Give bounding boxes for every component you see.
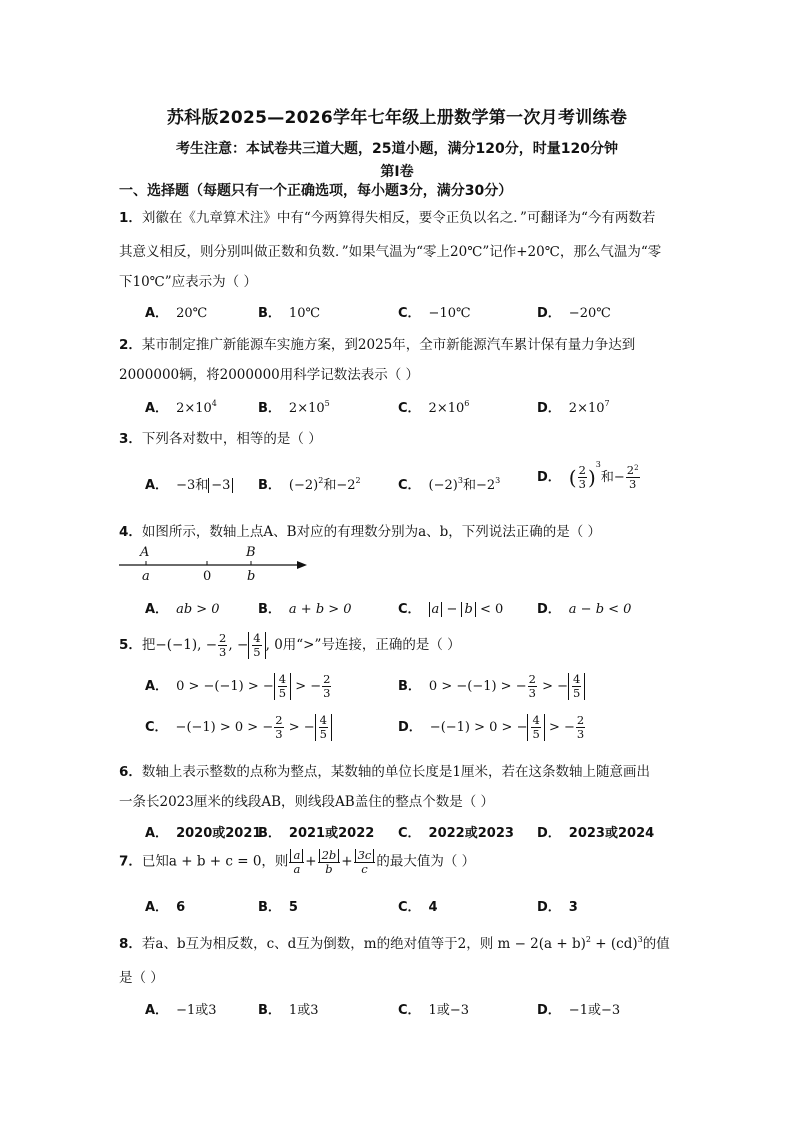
q5-option-a <box>145 673 332 700</box>
q4-number: 4． <box>119 524 142 540</box>
numerator <box>318 848 341 863</box>
q2-option-a <box>145 397 217 416</box>
q4-option-b <box>258 598 352 617</box>
axis-arrow <box>297 561 307 569</box>
q4-option-c <box>398 598 503 617</box>
option-text: −3和 <box>176 478 209 493</box>
exponent: 2 <box>355 476 361 485</box>
abs-value: a <box>429 602 443 617</box>
option-text: 5 <box>288 900 298 915</box>
option-label: A． <box>145 602 169 617</box>
q6-line-2: 一条长2023厘米的线段AB，则线段AB盖住的整点个数是（ ） <box>119 794 494 810</box>
denominator: 5 <box>319 727 327 741</box>
q2-option-d <box>537 397 610 416</box>
denominator: 5 <box>278 686 287 700</box>
q8-line-1 <box>119 932 670 952</box>
option-label: C． <box>398 1003 421 1018</box>
option-label: B． <box>258 602 281 617</box>
fraction <box>218 632 227 659</box>
fraction <box>578 464 587 491</box>
q3-number: 3． <box>119 431 142 447</box>
option-text: ab > 0 <box>176 602 220 617</box>
plus-sign: + <box>341 853 353 870</box>
numerator: 4 <box>319 713 327 727</box>
q8-text: 的值 <box>642 936 670 952</box>
denominator: 5 <box>532 727 540 741</box>
abs-value <box>274 673 291 700</box>
abs-value <box>248 632 265 659</box>
q5-option-d <box>398 714 586 741</box>
option-exponent: 5 <box>324 399 330 408</box>
option-label: D． <box>537 826 561 841</box>
option-text: −(−1) > 0 > − <box>429 720 528 735</box>
q2-number: 2． <box>119 337 142 353</box>
option-label: D． <box>537 1003 561 1018</box>
q3-stem: 下列各对数中，相等的是（ ） <box>141 431 322 447</box>
option-text: > − <box>284 720 315 735</box>
q8-option-a <box>145 999 217 1018</box>
option-text: 10℃ <box>288 306 321 321</box>
abs-value <box>568 673 585 700</box>
option-label: B． <box>258 478 281 493</box>
q5-number: 5． <box>119 637 142 653</box>
option-exponent: 4 <box>211 399 217 408</box>
exponent: 2 <box>585 935 591 944</box>
option-label: A． <box>145 900 169 915</box>
q1-option-a <box>145 302 207 321</box>
option-label: C． <box>398 401 421 416</box>
option-label: A． <box>145 826 169 841</box>
section-heading: 一、选择题（每题只有一个正确选项，每小题3分，满分30分） <box>119 183 513 199</box>
q6-number: 6． <box>119 764 142 780</box>
q7-option-d <box>537 896 578 915</box>
q6-option-d <box>537 822 654 841</box>
numerator: 4 <box>253 631 261 645</box>
q1-line-1 <box>119 206 655 226</box>
abs-value: a <box>290 849 303 862</box>
exponent: 3 <box>595 460 601 469</box>
fraction <box>354 848 376 876</box>
q3-option-d <box>537 460 641 491</box>
option-label: B． <box>398 679 421 694</box>
denominator: 3 <box>578 477 586 491</box>
q1-text-1: 刘徽在《九章算术注》中有“今两算得失相反，要令正负以名之．”可翻译为“今有两数若 <box>141 210 656 226</box>
option-label: C． <box>145 720 168 735</box>
value-label-a: a <box>142 569 150 584</box>
denominator: 3 <box>323 686 331 700</box>
q4-line-1 <box>119 520 601 540</box>
number-line-diagram <box>115 542 315 586</box>
option-label: B． <box>258 401 281 416</box>
option-text: − <box>442 602 462 617</box>
exponent: 3 <box>495 476 501 485</box>
exam-title: 苏科版2025—2026学年七年级上册数学第一次月考训练卷 <box>166 108 628 128</box>
q5-line-1 <box>119 632 461 659</box>
point-label-B: B <box>246 545 256 560</box>
q5-option-b <box>398 673 585 700</box>
option-label: B． <box>258 306 281 321</box>
abs-value <box>527 714 544 741</box>
exponent: 2 <box>634 464 639 472</box>
volume-heading: 第Ⅰ卷 <box>380 164 414 180</box>
option-base: 2×10 <box>176 401 212 416</box>
q1-line-3: 下10℃”应表示为（ ） <box>119 274 257 290</box>
denominator: 5 <box>573 686 581 700</box>
fraction <box>318 848 341 876</box>
q4-option-a <box>145 598 220 617</box>
q5-text: 把−(−1), − <box>141 637 218 653</box>
fraction <box>322 673 331 700</box>
option-label: D． <box>537 470 561 485</box>
q8-option-d <box>537 999 620 1018</box>
numerator: 4 <box>532 713 540 727</box>
denominator: b <box>325 861 333 876</box>
option-text: −20℃ <box>568 306 611 321</box>
q5-text: , − <box>228 637 249 653</box>
option-text: 0 > −(−1) > − <box>176 679 274 694</box>
abs-value: −3 <box>208 478 233 493</box>
option-text: −1或3 <box>176 1003 217 1018</box>
q8-option-c <box>398 999 469 1018</box>
right-paren: ) <box>587 465 596 490</box>
abs-value: b <box>461 602 475 617</box>
option-base: 2×10 <box>288 401 325 416</box>
denominator: 3 <box>275 727 283 741</box>
q4-stem: 如图所示，数轴上点A、B对应的有理数分别为a、b，下列说法正确的是（ ） <box>141 524 602 540</box>
q7-text: 已知a + b + c = 0，则 <box>141 853 289 870</box>
numerator <box>626 464 640 478</box>
q1-option-c <box>398 302 471 321</box>
option-text: < 0 <box>475 602 504 617</box>
numerator: 2 <box>275 713 283 727</box>
point-label-A: A <box>140 545 150 560</box>
option-text: a − b < 0 <box>568 602 632 617</box>
q7-option-b <box>258 896 298 915</box>
numerator <box>354 848 376 863</box>
option-text: > − <box>291 679 322 694</box>
option-label: C． <box>398 602 421 617</box>
option-text: 2021或2022 <box>288 826 375 841</box>
q8-option-b <box>258 999 318 1018</box>
numerator: 2 <box>219 631 227 645</box>
denominator: 3 <box>628 477 637 491</box>
option-text: 2023或2024 <box>568 826 655 841</box>
option-label: C． <box>398 900 421 915</box>
option-label: B． <box>258 900 281 915</box>
q2-option-c <box>398 397 469 416</box>
q6-line-1 <box>119 760 650 780</box>
option-label: C． <box>398 306 421 321</box>
numerator-base: 2 <box>626 463 635 477</box>
option-label: D． <box>537 602 561 617</box>
option-label: A． <box>145 679 169 694</box>
option-label: D． <box>537 401 561 416</box>
q5-option-c <box>145 714 332 741</box>
q7-option-a <box>145 896 185 915</box>
q1-line-2: 其意义相反，则分别叫做正数和负数．”如果气温为“零上20℃”记作+20℃，那么气温为“零 <box>119 244 662 260</box>
option-text: 20℃ <box>176 306 208 321</box>
option-text: −10℃ <box>428 306 471 321</box>
q8-text: + (cd) <box>590 936 638 952</box>
numerator: 2 <box>528 672 536 686</box>
option-text: 和−2 <box>323 478 356 493</box>
fraction <box>289 848 304 876</box>
fraction <box>252 632 261 659</box>
exponent: 3 <box>457 476 463 485</box>
option-text: > − <box>537 679 568 694</box>
option-base: 2×10 <box>568 401 605 416</box>
q3-option-c <box>398 474 500 493</box>
q8-text: 若a、b互为相反数，c、d互为倒数，m的绝对值等于2，则 m − 2(a + b) <box>141 936 586 952</box>
option-text: 4 <box>428 900 438 915</box>
fraction <box>531 714 540 741</box>
option-text: a + b > 0 <box>288 602 352 617</box>
q8-line-2: 是（ ） <box>119 970 164 986</box>
fraction <box>528 673 537 700</box>
option-label: A． <box>145 306 169 321</box>
fraction <box>278 673 287 700</box>
exponent: 3 <box>637 935 643 944</box>
exam-notice: 考生注意：本试卷共三道大题，25道小题，满分120分，时量120分钟 <box>176 141 618 157</box>
q3-option-a <box>145 474 233 493</box>
numerator: 2 <box>323 672 331 686</box>
value-label-b: b <box>247 569 256 584</box>
plus-sign: + <box>305 853 317 870</box>
option-base: 2×10 <box>428 401 465 416</box>
option-text: (−2) <box>288 478 319 493</box>
option-label: C． <box>398 826 421 841</box>
q7-number: 7． <box>119 853 142 870</box>
numerator: 2 <box>576 713 585 727</box>
q1-option-d <box>537 302 611 321</box>
denominator: 3 <box>576 727 585 741</box>
q7-option-c <box>398 896 438 915</box>
q1-option-b <box>258 302 320 321</box>
value-label-zero: 0 <box>203 569 212 584</box>
option-text: 和−2 <box>462 478 496 493</box>
q2-option-b <box>258 397 330 416</box>
option-text: −(−1) > 0 > − <box>175 720 274 735</box>
fraction <box>274 714 283 741</box>
option-text: (−2) <box>428 478 458 493</box>
option-text: 1或−3 <box>428 1003 469 1018</box>
option-text: 2022或2023 <box>428 826 514 841</box>
denominator: a <box>293 861 301 876</box>
denominator: 3 <box>528 686 536 700</box>
option-text: 2020或2021 <box>176 826 262 841</box>
option-exponent: 7 <box>604 399 610 408</box>
option-label: D． <box>398 720 422 735</box>
left-paren: ( <box>568 465 577 490</box>
option-label: A． <box>145 478 169 493</box>
q4-option-d <box>537 598 631 617</box>
q6-option-c <box>398 822 514 841</box>
q6-text-1: 数轴上表示整数的点称为整点，某数轴的单位长度是1厘米，若在这条数轴上随意画出 <box>141 764 650 780</box>
option-text: 0 > −(−1) > − <box>428 679 527 694</box>
denominator: 3 <box>219 645 227 659</box>
fraction <box>576 714 585 741</box>
abs-value: 3c <box>355 849 375 862</box>
q2-text-1: 某市制定推广新能源车实施方案，到2025年，全市新能源汽车累计保有量力争达到 <box>141 337 636 353</box>
option-label: A． <box>145 401 169 416</box>
option-label: D． <box>537 900 561 915</box>
numerator: 4 <box>278 672 287 686</box>
abs-value: 2b <box>319 849 340 862</box>
option-label: B． <box>258 1003 281 1018</box>
option-label: C． <box>398 478 421 493</box>
numerator: 2 <box>578 463 586 477</box>
q8-number: 8． <box>119 936 142 952</box>
fraction <box>319 714 328 741</box>
q6-option-b <box>258 822 374 841</box>
option-text: 6 <box>176 900 186 915</box>
q7-text: 的最大值为（ ） <box>376 853 476 870</box>
option-label: B． <box>258 826 281 841</box>
option-exponent: 6 <box>464 399 470 408</box>
abs-value <box>315 714 332 741</box>
q3-option-b <box>258 474 361 493</box>
option-label: D． <box>537 306 561 321</box>
denominator: c <box>361 861 368 876</box>
fraction <box>572 673 581 700</box>
q6-option-a <box>145 822 261 841</box>
numerator: 4 <box>573 672 581 686</box>
option-label: A． <box>145 1003 169 1018</box>
option-text: > − <box>544 720 575 735</box>
fraction <box>626 464 640 491</box>
option-text: 和− <box>600 470 625 485</box>
q5-text: , 0用“>”号连接，正确的是（ ） <box>265 637 461 653</box>
denominator: 5 <box>253 645 261 659</box>
option-text: −1或−3 <box>568 1003 621 1018</box>
q2-line-2: 2000000辆，将2000000用科学记数法表示（ ） <box>119 367 420 383</box>
q3-line-1 <box>119 427 322 447</box>
option-text: 3 <box>568 900 578 915</box>
q1-number: 1． <box>119 210 142 226</box>
exponent: 2 <box>318 476 324 485</box>
numerator <box>289 848 304 863</box>
option-text: 1或3 <box>288 1003 319 1018</box>
q2-line-1 <box>119 333 635 353</box>
q7-line-1 <box>119 848 475 876</box>
